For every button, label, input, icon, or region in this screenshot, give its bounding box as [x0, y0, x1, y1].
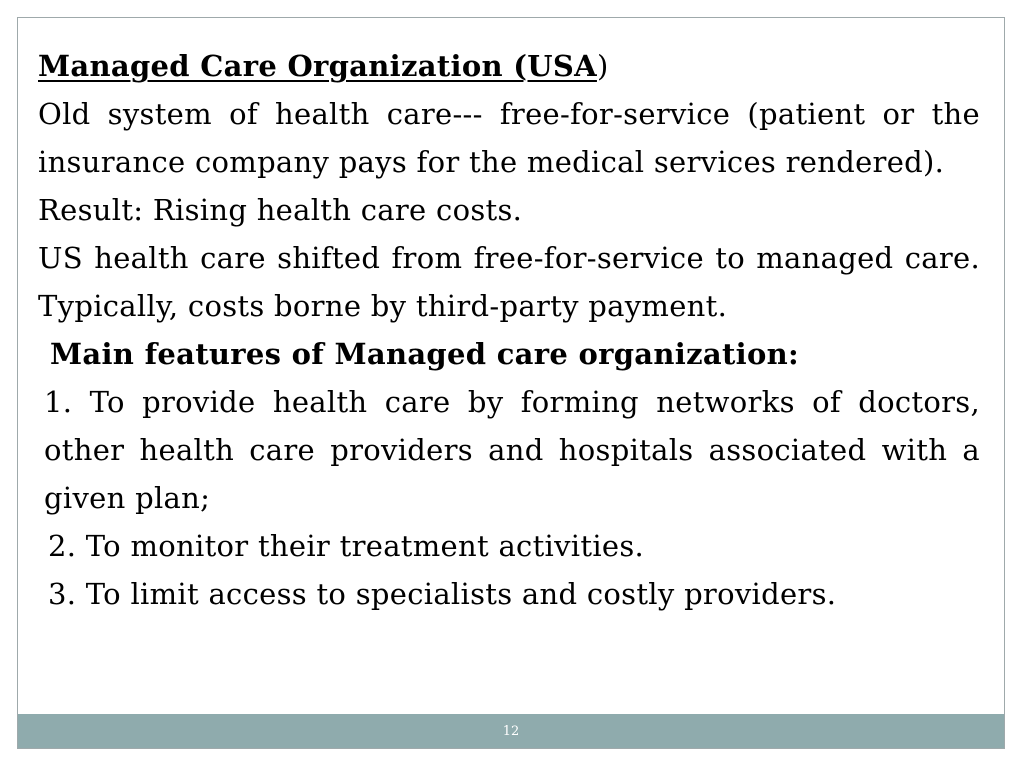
paragraph-us-shift: US health care shifted from free-for-service to managed care. Typically, costs borne by third-party payment. — [38, 241, 980, 323]
features-heading: Main features of Managed care organization: — [50, 337, 799, 371]
paragraph-old-system: Old system of health care--- free-for-service (patient or the insurance company pays for the medical services rendered). — [38, 97, 980, 179]
slide — [17, 17, 1005, 749]
feature-item-3: 3. To limit access to specialists and costly providers. — [48, 577, 837, 611]
slide-content — [38, 42, 980, 618]
slide-title — [38, 42, 980, 90]
footer-bar — [18, 714, 1004, 748]
feature-item-2: 2. To monitor their treatment activities. — [48, 529, 645, 563]
paragraph-result: Result: Rising health care costs. — [38, 193, 523, 227]
feature-item-1: 1. To provide health care by forming networks of doctors, other health care providers and hospitals associated with a given plan; — [44, 385, 980, 515]
page-number: 12 — [502, 723, 520, 739]
slide-title-close-paren: ) — [596, 49, 609, 83]
slide-title-text: Managed Care Organization (USA — [38, 49, 597, 83]
